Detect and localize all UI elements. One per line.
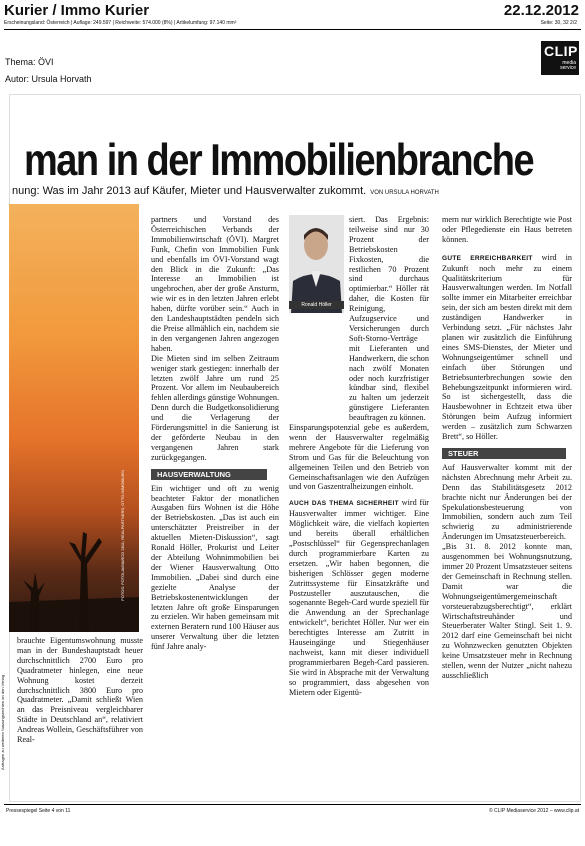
col1-paragraph-3: Ein wichtiger und oft zu wenig beachteter Faktor der monatlichen Ausgaben fürs Wohnen ist die Höhe der Betriebskosten. „Das ist auch ein unterschätzter Preistreiber in der aktuellen Mieten-Diskussion“, sagt Ronald Höller, Prokurist und Leiter der Abteilung Wohnimmobilien bei der Wiener Hausverwaltung Otto Immobilien. „Dabei sind durch eine gezielte Analyse der Betriebskostenentwicklungen der letzten Jahre oft große Einsparungen zu erzielen. Wir haben gemeinsam mit externen Beratern rund 100 Häuser aus unserer Verwaltung über die letzten fünf Jahre analy- <box>151 483 279 652</box>
col3-paragraph-4: „Bis 31. 8. 2012 konnte man, ausgenommen bei Wohnungsnutzung, immer 20 Prozent Umsatzsteuer seitens der Gemeinschaft in Rechnung stellen. Damit war die Wohnungseigentümergemeinschaft vorsteuerabzugsberechtigt“, erklärt Wirtschaftstreuhänder und Steuerberater Walter Stingl. Seit 1. 9. 2012 darf eine Gemeinschaft bei nicht zu Wohnzwecken genutzten Objekten keine Umsatzsteuer mehr in Rechnung stellen, wenn der Nutzer „nicht nahezu ausschließlich <box>442 542 572 680</box>
thema-line: Thema: ÖVI <box>5 57 54 67</box>
footer-rule <box>4 804 581 805</box>
col3-paragraph-3: Auf Hausverwalter kommt mit der nächsten Abrechnung mehr Arbeit zu. Denn das Stabilitätsgesetz 2012 brachte nicht nur Änderungen bei der Spekulationsbesteuerung von Immobilien, sondern auch zum Teil schwierig zu administrierende Änderungen im Umsatzsteuerbereich. <box>442 462 572 542</box>
col1-top-text: partners und Vorstand des Österreichischen Verbands der Immobilienwirtschaft (ÖVI). Margret Funk, Chefin von Immobilien Funk und ebenfalls im ÖVI-Vorstand wagt den Blick in die Zukunft: „Das Interesse an Immobilien ist ungebrochen, aber der große Ansturm, wie wir es in den letzten Jahren erlebt haben, dürfte vorüber sein.“ Auch in den Landeshauptstädten pendeln sich die Preise allmählich ein, nachdem sie in den vergangenen Jahren angezogen haben. <box>151 215 279 353</box>
col3-paragraph-2: wird in Zukunft noch mehr zu einem Qualitätskriterium für Hausverwaltungen werden. Im Notfall sollte immer ein Mitarbeiter erreichbar sein, der sich am besten direkt mit dem zuständigen Handwerker in Verbindung setzt. „Für nächstes Jahr planen wir zusätzlich die Einführung eines SMS-Dienstes, der Mieter und Wohnungseigentümer schnell und einfach über Störungen und Betriebsunterbrechungen sowie den Behebungszeitpunkt informieren wird. So ist sichergestellt, dass die Hausbewohner in Echtzeit etwa über Störungen beim Aufzug informiert werden – zusätzlich zum Schwarzen Brett“, so Höller. <box>442 252 572 442</box>
autor-line: Autor: Ursula Horvath <box>5 74 92 84</box>
header-rule <box>4 29 581 30</box>
subhead-hausverwaltung: HAUSVERWALTUNG <box>151 469 267 480</box>
publication-title: Kurier / Immo Kurier <box>4 2 150 19</box>
subhead-steuer: STEUER <box>442 448 566 459</box>
column-1 <box>151 215 279 652</box>
col2-paragraph-3: wird für Hausverwalter immer wichtiger. Eine Möglichkeit wäre, die vielfach kopierten und bereits überall erhältlichen „Postschlüssel“ für Gegensprechanlagen durch programmierbare Karten zu ersetzen. „Wir haben begonnen, die bisherigen Schlösser gegen moderne Zutrittssysteme für Einsatzkräfte und Postzusteller auszutauschen, die sogenannte Begeh-Card wurde speziell für die Anwendung an der Sprechanlage entwickelt“, berichtet Höller. Nur wer ein berechtigtes Interesse am Zutritt in Hauseingänge und Stiegenhäuser nachweist, kann mit dieser individuell programmierbaren Begeh-Card passieren. Sie wird in Absprache mit der Verwaltung so programmiert, dass abgesehen von Mietern oder Eigentü- <box>289 498 430 697</box>
column-2 <box>289 215 429 800</box>
clip-logo-sub: media service <box>560 60 576 71</box>
column-0-bottom <box>17 636 143 798</box>
article-subline: nung: Was im Jahr 2013 auf Käufer, Mieter und Hausverwalter zukommt. VON URSULA HORVATH <box>12 185 439 197</box>
rights-notice: Anfragen zu weiteren Nutzungsrechten an den Verlag <box>0 675 5 770</box>
publication-meta: Erscheinungsland: Österreich | Auflage: 249.597 | Reichweite: 574.000 (8%) | Artikelumfang: 97.140 mm² <box>4 20 237 26</box>
footer-left: Pressespiegel Seite 4 von 11 <box>6 808 71 814</box>
subhead-erreichbarkeit: GUTE ERREICHBARKEIT <box>442 254 533 262</box>
clip-logo <box>541 41 579 75</box>
col3-top-text: mern nur wirklich Berechtigte wie Post oder Pflegedienste ein Haus betreten können. <box>442 215 572 244</box>
subhead-sicherheit: AUCH DAS THEMA SICHERHEIT <box>289 500 399 508</box>
photo-credit: FOTOS: FOTOLIA/MARCO 2811; REALPARTNERS; OTTO IMMOBILIEN <box>120 470 125 601</box>
page-indicator: Seite: 30, 32 2/2 <box>540 20 577 26</box>
col2-paragraph-2: Einsparungspotenzial gebe es außerdem, wenn der Hausverwalter regelmäßig mehrere Angebote für die Lieferung von Strom und Gas für die Beleuchtung von allgemeinen Teilen und den Betrieb von Gemeinschaftsanlagen wie den Aufzügen und von Gaszentralheizungen einholt. <box>289 423 429 492</box>
column-1-continued <box>151 600 279 800</box>
col2-top-text: siert. Das Ergebnis: teilweise sind nur 30 Prozent der Betriebskosten Fixkosten, die restlichen 70 Prozent sind durchaus optimierbar.“ Höller rät daher, die Kosten für Reinigung, Aufzugservice und Versicherungen durch Soft-Storno-Verträge mit Lieferanten und Handwerkern, die schon nach zwölf Monaten oder noch kurzfristiger kündbar sind, flexibel zu halten um jederzeit günstigere Lieferanten beauftragen zu können. <box>349 215 429 423</box>
col0-bottom-text: brauchte Eigentumswohnung musste man in der Bundeshauptstadt heuer durchschnittlich 2700 Euro pro Quadratmeter hinlegen, eine neue Wohnung kostet derzeit durchschnittlich 3800 Euro pro Quadratmeter. „Damit schließt Wien an das Preisniveau vergleichbarer Städte in Deutschland an“, relativiert Andreas Wollein, Geschäftsführer von Real- <box>17 636 143 745</box>
article-headline: man in der Immobilienbranche <box>24 136 534 186</box>
publication-date: 22.12.2012 <box>503 2 579 19</box>
column-3 <box>442 215 572 800</box>
portrait-caption: Ronald Höller <box>289 301 344 309</box>
clip-logo-text: CLIP <box>544 43 578 59</box>
col1-paragraph-2: Die Mieten sind im selben Zeitraum weniger stark gestiegen: innerhalb der letzten zwölf Jahre um rund 25 Prozent. Vor allem im Neubaubereich fehlen allerdings günstige Wohnungen. Denn durch die Budgetkonsolidierung und die Verlagerung der Förderungsmittel in die Sanierung ist der geförderte Neubau in den vergangenen Jahren stark zurückgegangen. <box>151 353 279 462</box>
footer-right: © CLIP Mediaservice 2012 – www.clip.at <box>488 808 579 814</box>
byline: VON URSULA HORVATH <box>370 190 439 196</box>
